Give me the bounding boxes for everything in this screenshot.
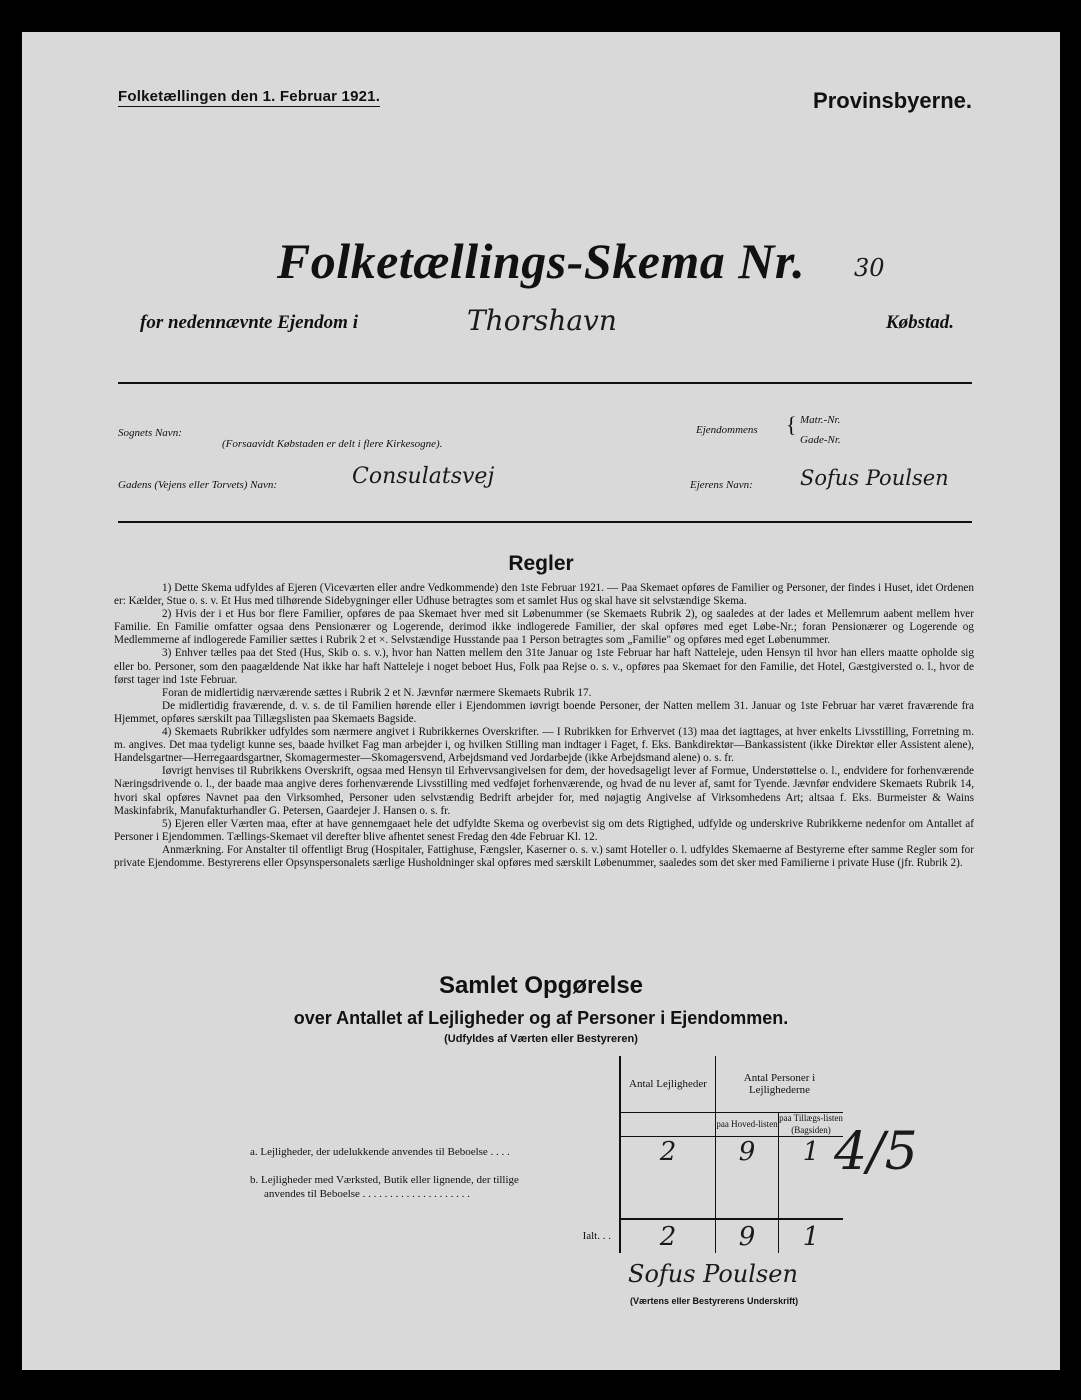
summary-subheading: over Antallet af Lejligheder og af Personer i Ejendommen.: [293, 1008, 789, 1028]
subtitle-prefix: for nedennævnte Ejendom i: [140, 312, 358, 333]
census-form-page: [22, 32, 1060, 1370]
rule-paragraph: 2) Hvis der i et Hus bor flere Familier, opføres de paa Skemaet hver med sit Løbenummer (se Skemaets Rubrik 2), og saaledes at der lades et Mellemrum aabent mellem hver Familie. En Familie omfatter ogsaa dens Pensionærer og Logerende, derimod ikke indlogerede Familier, der skal opføres med eget Løbe-Nr.; foran Pensionærer og Logerende og Medlemmerne af indlogerede Familier sættes i Rubrik 2 et ×. Selvstændige Husstande paa 1 Person betragtes som „Familie" og opføres med eget Løbenummer.: [114, 608, 974, 647]
signature-caption: (Værtens eller Bestyrerens Underskrift): [630, 1296, 799, 1306]
parish-note: (Forsaavidt Købstaden er delt i flere Kirkesogne).: [222, 438, 443, 450]
margin-note-handwritten: 4/5: [834, 1122, 918, 1182]
rule-paragraph: 3) Enhver tælles paa det Sted (Hus, Skib o. s. v.), hvor han Natten mellem den 31te Januar og 1ste Februar har haft Natteleje, uden Hensyn til hvor han ellers maatte opholde sig eller bo. Personer, som den paagældende Nat ikke har haft Natteleje i noget beboet Hus, Folk paa Rejse o. s. v., opføres paa Skemaet for den Familie, det Hotel, Gæstgiversted o. l., hvor de først tager ind 1ste Februar.: [114, 647, 974, 686]
col-persons-header: [716, 1056, 844, 1112]
parish-label: Sognets Navn:: [118, 427, 182, 439]
row-a-label: a. Lejligheder, der udelukkende anvendes til Beboelse . . . .: [250, 1145, 510, 1158]
region-label: Provinsbyerne.: [813, 88, 972, 113]
rule-paragraph: Foran de midlertidig nærværende sættes i Rubrik 2 et N. Jævnfør nærmere Skemaets Rubrik 17.: [162, 686, 592, 699]
divider-bottom: [118, 521, 972, 523]
summary-heading: Samlet Opgørelse: [438, 972, 644, 999]
table-row: [244, 1137, 843, 1168]
total-supp: 1: [779, 1219, 844, 1253]
town-handwritten: Thorshavn: [467, 304, 617, 337]
row-b-apartments: [620, 1167, 716, 1219]
row-b-main: [716, 1167, 779, 1219]
rules-heading: Regler: [508, 552, 574, 575]
col-apartments-header: [620, 1056, 716, 1112]
form-title: Folketællings-Skema Nr.: [276, 233, 806, 289]
street-value-handwritten: Consulatsvej: [352, 464, 495, 489]
divider-top: [118, 382, 972, 384]
row-a-main: 9: [716, 1137, 779, 1168]
rule-paragraph: 5) Ejeren eller Værten maa, efter at have gennemgaaet hele det udfyldte Skema og overbevist sig om dets Rigtighed, udfylde og underskrive Rubrikkerne nedenfor om Antallet af Personer i Ejendommen. Tællings-Skemaet vil derefter blive afhentet senest Fredag den 4de Februar Kl. 12.: [114, 817, 974, 843]
owner-label: Ejerens Navn:: [690, 479, 753, 491]
rule-paragraph: Anmærkning. For Anstalter til offentligt Brug (Hospitaler, Fattighuse, Fængsler, Kaserner o. s. v.) samt Hoteller o. l. udfyldes Skemaerne af Bestyrerne efter samme Regler som for private Ejendomme. Bestyrerens eller Opsynspersonalets særlige Husholdninger skal opføres med særskilt Løbenummer, saaledes som det sker med Familierne i private Huse (jfr. Rubrik 2).: [114, 843, 974, 869]
census-date-label: Folketællingen den 1. Februar 1921.: [118, 88, 381, 105]
rule-paragraph: 1) Dette Skema udfyldes af Ejeren (Viceværten eller andre Vedkommende) den 1ste Februar 1921. — Paa Skemaet opføres de Familier og Personer, der findes i Huset, idet Ordenen er: Kælder, Stue o. s. v. Et Hus med tilhørende Sidebygninger eller Udhuse betragtes som et samlet Hus og skal have sit selvstændige Skema.: [114, 582, 974, 608]
total-apartments: 2: [620, 1219, 716, 1253]
col-persons-label: Antal Personer i Lejlighederne: [743, 1071, 816, 1096]
row-a-supp: 1: [779, 1137, 844, 1168]
rule-paragraph: 4) Skemaets Rubrikker udfyldes som nærmere angivet i Rubrikkernes Overskrifter. — I Rubrikken for Erhvervet (13) maa det iagttages, at hver enkelts Livsstilling, Forretning m. m. angives. Det maa tydeligt kunne ses, baade hvilket Fag man arbejder i, og hvilken Stilling man indtager i Faget, f. Eks. Bankdirektør—Bankassistent (ikke Direktør eller Assistent alene), Handelsgartner—Herregaardsgartner, Skomagermester—Skomagersvend, Arbejdsmand ved Jordarbejde (ikke Arbejdsmand alene) o. s. fr.: [114, 726, 974, 765]
form-number: 30: [854, 254, 885, 282]
col-main-label: paa Hoved-listen: [716, 1119, 778, 1129]
table-row: [244, 1167, 843, 1219]
col-supp-label: paa Tillægs-listen (Bagsiden): [779, 1113, 843, 1135]
signature-handwritten: Sofus Poulsen: [628, 1260, 798, 1288]
matr-label: Matr.-Nr.: [800, 414, 841, 426]
table-corner: [244, 1056, 620, 1112]
property-label: Ejendommens: [696, 424, 758, 436]
subtitle-suffix: Købstad.: [885, 312, 954, 333]
row-b-label: [244, 1167, 620, 1219]
col-apartments-label: Antal Lejligheder: [629, 1077, 707, 1090]
table-row: [244, 1219, 843, 1253]
row-b-label-line1: b. Lejligheder med Værksted, Butik eller lignende, der tillige: [250, 1174, 519, 1186]
row-a-apartments: 2: [620, 1137, 716, 1168]
total-main: 9: [716, 1219, 779, 1253]
rule-paragraph: De midlertidig fraværende, d. v. s. de til Familien hørende eller i Ejendommen iøvrigt boende Personer, der Natten mellem 31. Januar og 1ste Februar har været fraværende fra Hjemmet, opføres særskilt paa Tillægslisten paa Skemaets Bagside.: [114, 699, 974, 725]
owner-value-handwritten: Sofus Poulsen: [800, 466, 949, 490]
street-label: Gadens (Vejens eller Torvets) Navn:: [118, 479, 278, 491]
gade-label: Gade-Nr.: [800, 434, 841, 446]
summary-note: (Udfyldes af Værten eller Bestyreren): [444, 1033, 638, 1045]
rules-text: [114, 582, 974, 870]
brace-glyph: {: [786, 412, 797, 437]
col-main-header: [716, 1112, 779, 1137]
total-label: Ialt. . .: [582, 1230, 611, 1242]
summary-table: [244, 1056, 843, 1253]
row-b-label-line2: anvendes til Beboelse . . . . . . . . . . . . . . . . . . . .: [264, 1188, 470, 1200]
rule-paragraph: Iøvrigt henvises til Rubrikkens Overskrift, ogsaa med Hensyn til Erhvervsangivelsen for dem, der hovedsageligt lever af Formue, Understøttelse o. l., endvidere for forhenværende Næringsdrivende o. l., der baade maa angive deres forhenværende Livsstilling med vedføjet forhenværende, og hvad de nu lever af, samt for Tyende. Jævnfør endvidere Skemaets Rubrik 14, hvori skal opføres Navnet paa den Virksomhed, Personer uden selvstændig Bedrift arbejder for, med nøjagtig Angivelse af Virksomhedens Art; altsaa f. Eks. Burmeister & Wains Maskinfabrik, Manufakturhandler G. Petersen, Gaardejer J. Hansen o. s. fr.: [114, 765, 974, 817]
